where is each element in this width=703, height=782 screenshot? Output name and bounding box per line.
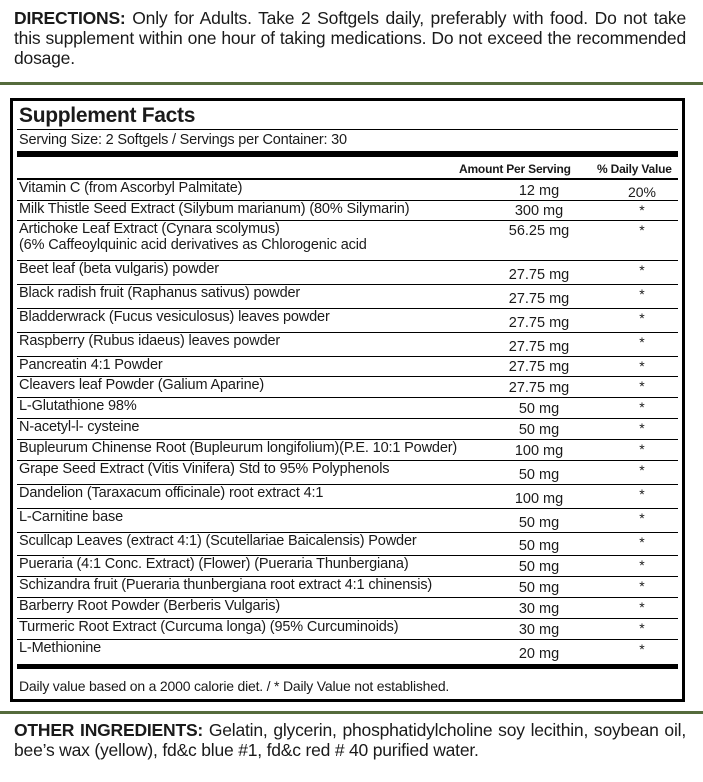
ingredient-row bbox=[17, 398, 678, 419]
ingredient-daily-value: * bbox=[639, 262, 645, 278]
ingredient-row bbox=[17, 509, 678, 533]
ingredient-name: Pueraria (4:1 Conc. Extract) (Flower) (Pueraria Thunbergiana) bbox=[19, 556, 409, 572]
ingredient-name: Black radish fruit (Raphanus sativus) powder bbox=[19, 285, 301, 301]
directions-label: DIRECTIONS: bbox=[14, 8, 126, 28]
ingredient-row bbox=[17, 598, 678, 619]
ingredient-amount: 30 mg bbox=[518, 622, 560, 638]
ingredient-row bbox=[17, 180, 678, 201]
ingredient-amount: 50 mg bbox=[518, 580, 560, 596]
serving-size: Serving Size: 2 Softgels / Servings per Container: 30 bbox=[19, 132, 347, 148]
ingredient-amount: 50 mg bbox=[518, 422, 560, 438]
ingredient-amount: 27.75 mg bbox=[508, 339, 570, 355]
ingredient-daily-value: * bbox=[639, 222, 645, 238]
ingredient-daily-value: * bbox=[639, 358, 645, 374]
ingredient-amount: 300 mg bbox=[514, 203, 564, 219]
ingredient-row bbox=[17, 377, 678, 398]
ingredient-amount: 100 mg bbox=[514, 491, 564, 507]
ingredient-daily-value: * bbox=[639, 334, 645, 350]
ingredient-daily-value: * bbox=[639, 399, 645, 415]
ingredient-daily-value: * bbox=[639, 510, 645, 526]
ingredient-row bbox=[17, 357, 678, 377]
ingredient-amount: 27.75 mg bbox=[508, 291, 570, 307]
ingredient-row bbox=[17, 485, 678, 509]
ingredient-daily-value: * bbox=[639, 462, 645, 478]
ingredient-row bbox=[17, 333, 678, 357]
ingredient-row bbox=[17, 285, 678, 309]
ingredient-row bbox=[17, 440, 678, 461]
ingredient-name: Milk Thistle Seed Extract (Silybum marianum) (80% Silymarin) bbox=[19, 201, 410, 217]
ingredient-row bbox=[17, 533, 678, 556]
other-ingredients-text bbox=[14, 720, 686, 760]
ingredient-amount: 12 mg bbox=[518, 183, 560, 199]
ingredient-daily-value: * bbox=[639, 441, 645, 457]
directions-text bbox=[14, 8, 686, 68]
ingredient-daily-value: * bbox=[639, 310, 645, 326]
footer-divider bbox=[17, 664, 678, 669]
thick-divider bbox=[17, 151, 678, 157]
ingredient-daily-value: * bbox=[639, 578, 645, 594]
ingredient-name: Barberry Root Powder (Berberis Vulgaris) bbox=[19, 598, 281, 614]
ingredient-daily-value: * bbox=[639, 286, 645, 302]
ingredient-amount: 50 mg bbox=[518, 467, 560, 483]
facts-title: Supplement Facts bbox=[19, 104, 196, 127]
ingredient-amount: 27.75 mg bbox=[508, 380, 570, 396]
ingredient-amount: 27.75 mg bbox=[508, 315, 570, 331]
ingredient-amount: 50 mg bbox=[518, 538, 560, 554]
title-divider bbox=[17, 129, 678, 130]
ingredient-daily-value: * bbox=[639, 420, 645, 436]
other-ingredients-label: OTHER INGREDIENTS: bbox=[14, 720, 204, 740]
ingredient-daily-value: 20% bbox=[627, 184, 657, 200]
ingredient-name: Vitamin C (from Ascorbyl Palmitate) bbox=[19, 180, 243, 196]
ingredient-row bbox=[17, 309, 678, 333]
ingredient-name: Scullcap Leaves (extract 4:1) (Scutellariae Baicalensis) Powder bbox=[19, 533, 417, 549]
ingredient-name: Dandelion (Taraxacum officinale) root extract 4:1 bbox=[19, 485, 324, 501]
ingredient-name-line2: (6% Caffeoylquinic acid derivatives as Chlorogenic acid bbox=[19, 237, 367, 253]
ingredient-name: Turmeric Root Extract (Curcuma longa) (95% Curcuminoids) bbox=[19, 619, 399, 635]
ingredient-name bbox=[19, 221, 367, 253]
ingredient-amount: 50 mg bbox=[518, 559, 560, 575]
ingredient-row bbox=[17, 640, 678, 664]
ingredient-amount: 20 mg bbox=[518, 646, 560, 662]
ingredient-row bbox=[17, 221, 678, 261]
ingredient-name: Pancreatin 4:1 Powder bbox=[19, 357, 163, 373]
divider-top bbox=[0, 82, 703, 85]
ingredient-amount: 100 mg bbox=[514, 443, 564, 459]
ingredient-amount: 27.75 mg bbox=[508, 359, 570, 375]
ingredient-amount: 56.25 mg bbox=[508, 223, 570, 239]
ingredient-daily-value: * bbox=[639, 599, 645, 615]
ingredient-daily-value: * bbox=[639, 534, 645, 550]
ingredient-row bbox=[17, 556, 678, 577]
ingredient-amount: 50 mg bbox=[518, 515, 560, 531]
ingredient-name: L-Carnitine base bbox=[19, 509, 123, 525]
ingredient-row bbox=[17, 419, 678, 440]
ingredient-name: Bladderwrack (Fucus vesiculosus) leaves powder bbox=[19, 309, 330, 325]
ingredient-row bbox=[17, 461, 678, 485]
footnote: Daily value based on a 2000 calorie diet. / * Daily Value not established. bbox=[19, 678, 450, 694]
other-ingredients-body: Gelatin, glycerin, phosphatidylcholine soy lecithin, soybean oil, bee’s wax (yellow), fd&c blue #1, fd&c red # 40 purified water. bbox=[14, 720, 687, 760]
directions-body: Only for Adults. Take 2 Softgels daily, preferably with food. Do not take this supplement within one hour of taking medications. Do not exceed the recommended dosage. bbox=[14, 8, 686, 68]
amount-header: Amount Per Serving bbox=[459, 162, 571, 176]
ingredient-daily-value: * bbox=[639, 202, 645, 218]
ingredient-name-line1: Artichoke Leaf Extract (Cynara scolymus) bbox=[19, 221, 280, 237]
ingredient-amount: 30 mg bbox=[518, 601, 560, 617]
dv-header: % Daily Value bbox=[597, 162, 672, 176]
ingredient-amount: 50 mg bbox=[518, 401, 560, 417]
ingredient-row bbox=[17, 619, 678, 640]
ingredient-daily-value: * bbox=[639, 486, 645, 502]
divider-bottom bbox=[0, 711, 703, 714]
ingredient-row bbox=[17, 201, 678, 221]
ingredient-name: L-Methionine bbox=[19, 640, 102, 656]
ingredient-amount: 27.75 mg bbox=[508, 267, 570, 283]
ingredient-row bbox=[17, 577, 678, 598]
ingredient-daily-value: * bbox=[639, 620, 645, 636]
ingredient-name: Cleavers leaf Powder (Galium Aparine) bbox=[19, 377, 265, 393]
ingredient-daily-value: * bbox=[639, 641, 645, 657]
ingredient-name: Schizandra fruit (Pueraria thunbergiana root extract 4:1 chinensis) bbox=[19, 577, 433, 593]
ingredient-name: Bupleurum Chinense Root (Bupleurum longifolium)(P.E. 10:1 Powder) bbox=[19, 440, 458, 456]
ingredient-row bbox=[17, 261, 678, 285]
supplement-facts-panel bbox=[10, 98, 685, 702]
ingredient-name: Grape Seed Extract (Vitis Vinifera) Std to 95% Polyphenols bbox=[19, 461, 390, 477]
ingredient-name: Beet leaf (beta vulgaris) powder bbox=[19, 261, 219, 277]
ingredient-name: N-acetyl-l- cysteine bbox=[19, 419, 140, 435]
ingredient-name: Raspberry (Rubus idaeus) leaves powder bbox=[19, 333, 281, 349]
ingredient-daily-value: * bbox=[639, 557, 645, 573]
ingredient-daily-value: * bbox=[639, 378, 645, 394]
ingredient-name: L-Glutathione 98% bbox=[19, 398, 137, 414]
